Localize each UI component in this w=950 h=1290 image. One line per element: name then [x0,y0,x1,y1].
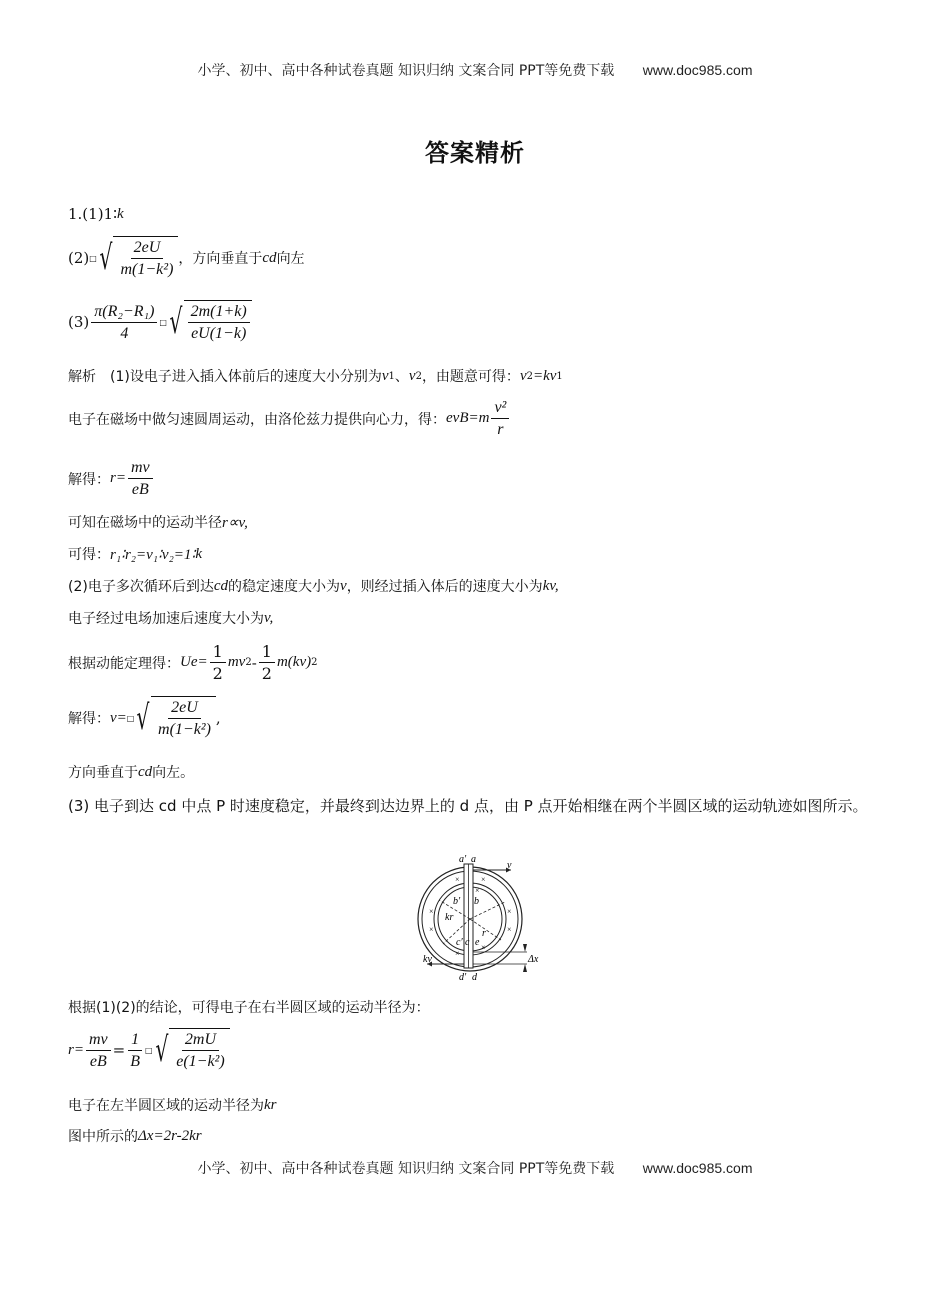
equation: r₁∶r₂=v₁∶v₂=1∶ [110,546,196,563]
subscript: 2 [415,370,422,382]
fraction: $\frac{mv}{eB}$ [128,458,153,499]
fraction: $\frac{2eU}{\text{m(1−k²)}}$ [120,239,174,278]
sqrt-expression: √ $\frac{2m(1+k)}{eU(1-k)}$ [165,300,252,344]
analysis-p6-text: (2)电子多次循环后到达 [68,579,214,595]
footer-text: 小学、初中、高中各种试卷真题 知识归纳 文案合同 PPT等免费下载 [197,1161,615,1177]
fraction: $\frac{2m(1+k)}{eU(1-k)}$ [188,302,250,343]
analysis-p3 [68,458,155,499]
page-title: 答案精析 [425,139,525,167]
analysis-p13: r= $\frac{mv}{eB}$ = $\frac{1}{B}$ □ √ $\frac{2mU}{\text{e(1−k²)}}$ [68,1028,230,1072]
var: kr [264,1096,277,1113]
equation: evB=m [446,410,490,426]
var: v [519,367,527,384]
figure-diagram [415,852,545,984]
fraction: $\frac{1}{B}$ [127,1030,143,1071]
equation: =kv [532,367,557,384]
analysis-p14-text: 电子在左半圆区域的运动半径为 [68,1098,264,1114]
analysis-p12-text: 根据(1)(2)的结论，可得电子在右半圆区域的运动半径为： [68,1000,430,1016]
analysis-p10-text: 方向垂直于 [68,765,138,781]
analysis-p10 [68,762,194,782]
analysis-p8 [68,642,317,683]
label-d: d [472,972,477,983]
var: cd [138,763,153,780]
label-a: a [471,854,476,865]
analysis-p14 [68,1095,277,1115]
analysis-p3-text: 解得： [68,471,110,488]
label-b-prime: b′ [453,896,461,907]
placeholder-box: □ [144,1045,153,1055]
sqrt-expression: √ $\frac{2mU}{\text{e(1−k²)}}$ [151,1028,230,1072]
analysis-label: 解析 [68,369,96,385]
answer-1 [68,205,124,223]
analysis-p15 [68,1126,202,1146]
equation: mv [227,654,246,670]
label-d-prime: d′ [459,972,467,983]
label-dx: Δx [528,954,539,965]
header-url[interactable]: www.doc985.com [642,62,753,78]
analysis-p12 [68,997,430,1017]
analysis-p6-mid: 的稳定速度大小为 [228,579,341,595]
answer-3 [68,300,252,344]
superscript: 2 [311,657,318,668]
cross-mark: × [507,925,512,934]
equation: m(kv) [276,654,312,670]
magnetic-field-diagram [415,852,545,984]
analysis-p6-mid2: ，则经过插入体后的速度大小为 [346,579,543,595]
cross-mark: × [481,875,486,884]
placeholder-box: □ [89,253,97,263]
minus-sign: - [251,653,257,672]
analysis-p5 [68,544,202,564]
analysis-p1: 解析 (1)设电子进入插入体前后的速度大小分别为 v 1 、 v 2 ，由题意可得： v 2 =kv 1 [68,367,563,385]
label-kr: kr [445,912,454,923]
var: k [195,545,202,562]
cross-mark: × [507,907,512,916]
label-c: c [465,937,470,948]
equation: Δx=2r-2kr [138,1127,202,1144]
fraction: $\frac{\text{π(R₂−R₁)}}{4}$ [91,302,157,343]
analysis-p7 [68,608,273,628]
label-r: r [482,928,486,939]
label-kv: kv [423,954,432,965]
analysis-p1-mid: ，由题意可得： [421,369,520,385]
cross-mark: × [429,907,434,916]
superscript: 2 [245,657,252,668]
analysis-p1-text: (1)设电子进入插入体前后的速度大小分别为 [110,369,382,385]
analysis-p11: (3) 电子到达 cd 中点 P 时速度稳定，并最终到达边界上的 d 点，由 P 点开始相继在两个半圆区域的运动轨迹如图所示。 [68,797,868,815]
analysis-p2-text: 电子在磁场中做匀速圆周运动，由洛伦兹力提供向心力，得： [68,411,446,428]
analysis-p5-text: 可得： [68,547,110,563]
answer-2 [68,236,305,280]
answer-2-dir: 向左 [276,251,305,267]
sqrt-expression: √ $\frac{2eU}{\text{m(1−k²)}}$ [132,696,216,740]
cross-mark: × [475,886,480,895]
fraction: $\frac{2eU}{\text{m(1−k²)}}$ [158,699,211,738]
answer-2-text: ，方向垂直于 [178,251,263,267]
page-footer [0,1158,950,1178]
analysis-p2 [68,398,511,439]
answer-1-k: k [117,205,124,222]
subscript: 1 [556,370,563,382]
analysis-p7-text: 电子经过电场加速后速度大小为 [68,611,264,627]
arrow-head-icon [523,944,527,952]
page-header [0,60,950,80]
cross-mark: × [455,875,460,884]
placeholder-box: □ [126,713,135,723]
var: kv, [542,577,559,594]
var: v [408,367,416,384]
var: v [340,577,347,594]
var: v, [264,609,274,626]
subscript: 2 [526,370,533,382]
sqrt-expression: √ $\frac{2eU}{\text{m(1−k²)}}$ [95,236,179,280]
analysis-p8-text: 根据动能定理得： [68,655,180,672]
label-v: v [507,860,512,871]
label-b: b [474,896,479,907]
label-e: e [475,937,480,948]
answer-3-label: (3) [68,313,90,331]
label-a-prime: a′ [459,854,467,865]
equation: v= [110,709,127,726]
placeholder-box: □ [159,317,167,327]
analysis-p9: 解得： v= □ √ $\frac{2eU}{\text{m(1−k²)}}$ , [68,698,221,738]
cross-mark: × [455,949,460,958]
analysis-p9-text: 解得： [68,711,110,727]
subscript: 1 [388,370,395,382]
analysis-p15-text: 图中所示的 [68,1129,138,1145]
fraction: $\frac{mv}{eB}$ [86,1030,111,1071]
fraction: $\frac{2mU}{\text{e(1−k²)}}$ [176,1031,225,1070]
var: v [381,367,389,384]
equation: Ue= [180,654,208,670]
analysis-p4 [68,512,248,532]
fraction: $\frac{1}{2}$ [210,642,226,683]
cross-mark: × [429,925,434,934]
cross-mark: × [481,943,486,952]
answer-2-label: (2) [68,249,90,267]
header-text: 小学、初中、高中各种试卷真题 知识归纳 文案合同 PPT等免费下载 [197,63,615,79]
analysis-p6 [68,576,559,596]
answer-2-cd: cd [262,249,277,266]
arrow-head-icon [523,964,527,972]
fraction: $\frac{1}{2}$ [259,642,275,683]
equation: r= [68,1041,84,1058]
equation: r∝v, [222,514,248,531]
fraction: $\frac{\text{v²}}{r}$ [491,398,509,439]
var: cd [213,577,229,594]
label-c-prime: c′ [456,937,463,948]
answer-1-label: 1.(1)1∶ [68,205,118,223]
footer-url[interactable]: www.doc985.com [642,1160,753,1176]
equation: r= [110,470,126,486]
analysis-p4-text: 可知在磁场中的运动半径 [68,515,222,531]
analysis-p10-tail: 向左。 [152,765,195,781]
